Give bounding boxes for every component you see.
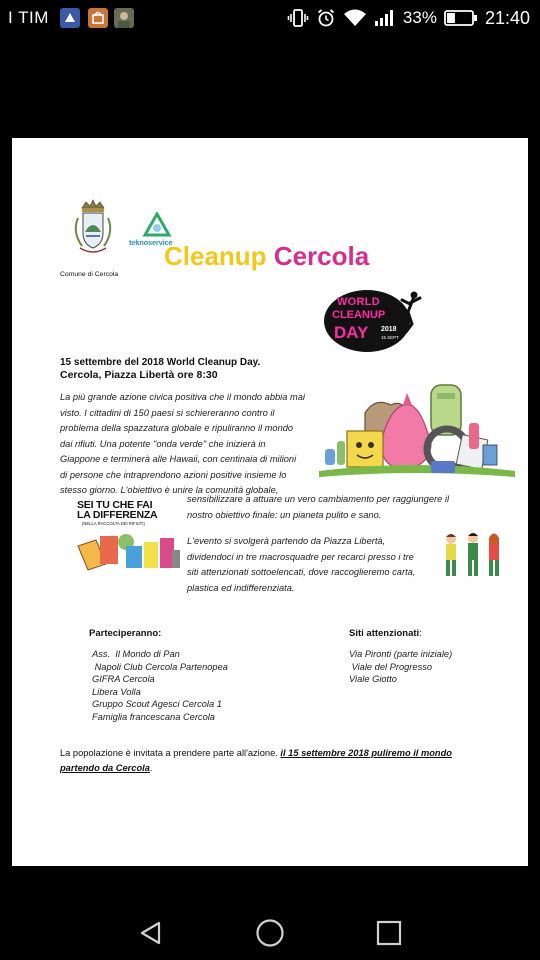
clock: 21:40 <box>484 7 530 28</box>
recycle-logo-icon <box>142 212 172 238</box>
list-item: Libera Volla <box>92 686 141 697</box>
battery-icon <box>444 9 478 27</box>
event-paragraph: L'evento si svolgerà partendo da Piazza Libertà, dividendoci in tre macrosquadre per recarci presso i tre siti attenzionati sottoelencati, dove raccoglieremo carta, plastica ed indifferenziata. <box>187 536 416 593</box>
alarm-icon <box>316 8 336 28</box>
signal-icon <box>374 8 396 28</box>
list-item: Viale Giotto <box>349 674 397 685</box>
sites-heading: Siti attenzionati: <box>349 628 422 639</box>
sites-list <box>349 648 452 686</box>
contact-photo-icon <box>114 8 134 28</box>
app-notification-icon <box>60 8 80 28</box>
figure-silhouette-icon <box>394 290 424 334</box>
carrier-label: I TIM <box>8 8 49 27</box>
list-item: Famiglia francescana Cercola <box>92 711 215 722</box>
recycling-bins-illustration <box>76 528 182 572</box>
list-item: Ass. Il Mondo di Pan <box>92 649 180 659</box>
vibrate-icon <box>287 8 309 28</box>
title-part-cercola: Cercola <box>273 241 370 271</box>
page-title <box>164 241 369 272</box>
comune-label: Comune di Cercola <box>60 271 119 278</box>
navigation-bar <box>0 900 540 960</box>
shop-notification-icon <box>88 8 108 28</box>
event-date-line: 15 settembre del 2018 World Cleanup Day. <box>60 357 261 368</box>
recents-button[interactable] <box>376 920 402 946</box>
home-button[interactable] <box>255 918 285 948</box>
event-location-line: Cercola, Piazza Libertà ore 8:30 <box>60 369 218 381</box>
garbage-pile-illustration <box>319 381 515 487</box>
comune-crest-icon <box>68 198 118 258</box>
world-cleanup-day-logo: WORLD CLEANUP DAY 2018 15 SEPT <box>324 290 410 352</box>
list-item: Napoli Club Cercola Partenopea <box>92 661 228 672</box>
list-item: Viale del Progresso <box>349 661 433 672</box>
sei-tu-logo: SEI TU CHE FAI LA DIFFERENZA (NELLA RACCOLTA DEI RIFIUTI) <box>77 499 158 526</box>
participants-list <box>92 648 228 724</box>
list-item: Gruppo Scout Agesci Cercola 1 <box>92 699 222 710</box>
status-bar <box>0 0 540 36</box>
volunteers-illustration <box>441 531 505 581</box>
intro-paragraph-continued: sensibilizzare a attuare un vero cambiamento per raggiungere il nostro obiettivo finale: un pianeta pulito e sano. <box>187 494 450 520</box>
back-button[interactable] <box>138 920 164 946</box>
document-page <box>12 138 528 866</box>
wifi-icon <box>343 8 367 28</box>
partner-label: teknoservice <box>129 238 173 247</box>
participants-heading: Parteciperanno: <box>89 628 162 639</box>
list-item: Via Pironti (parte iniziale) <box>349 649 453 659</box>
intro-paragraph: La più grande azione civica positiva che il mondo abbia mai visto. I cittadini di 150 paesi si schiereranno contro il problema della spazzatura globale e ripuliranno il mondo dai rifiuti. Una potente "onda verde" che inizierà in Giappone e terminerà alle Hawaii, con centinaia di milioni di persone che intraprendono azioni positive insieme lo stesso giorno. L'obiettivo è unire la comunità globale, <box>60 392 305 495</box>
title-part-cleanup: Cleanup <box>164 241 267 271</box>
status-icons <box>287 6 530 30</box>
battery-percent: 33% <box>402 8 437 27</box>
closing-line-2: partendo da Cercola. <box>60 763 153 773</box>
closing-line-1: La popolazione è invitata a prendere parte all'azione. il 15 settembre 2018 puliremo il mondo <box>60 748 452 758</box>
list-item: GIFRA Cercola <box>92 674 155 685</box>
